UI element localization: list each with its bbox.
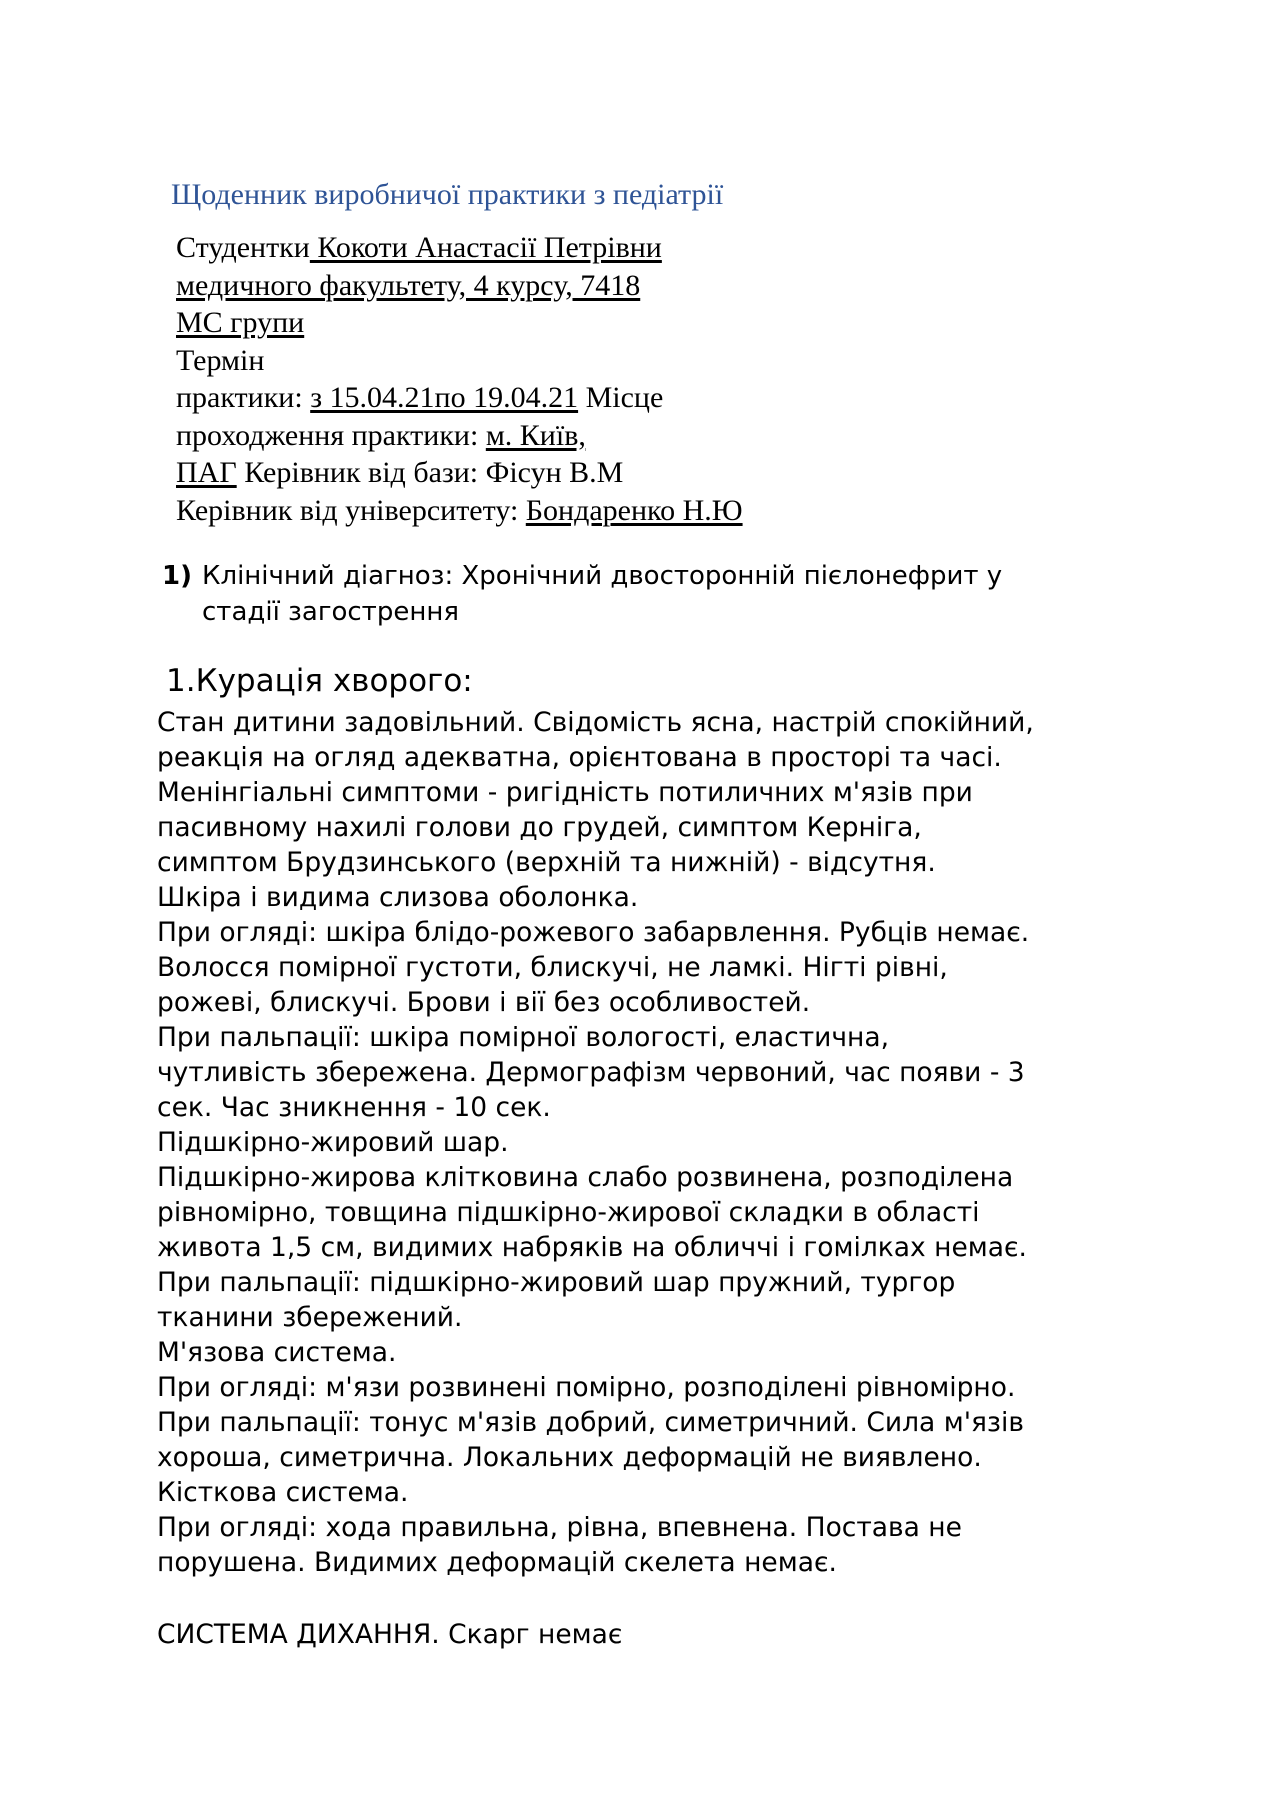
practice-dates: з 15.04.21по 19.04.21 <box>310 381 579 414</box>
student-name: Кокоти Анастасії Петрівни <box>309 231 662 264</box>
text-line: При огляді: м'язи розвинені помірно, розподілені рівномірно. <box>157 1372 1016 1403</box>
place-line <box>176 417 743 455</box>
practice-label: практики: <box>176 381 311 414</box>
place-label-end: проходження практики: <box>176 418 486 452</box>
text-line: хороша, симетрична. Локальних деформацій не виявлено. <box>157 1442 982 1473</box>
term-line <box>176 342 743 380</box>
univ-supervisor-name: Бондаренко Н.Ю <box>525 493 743 527</box>
place-city: м. Київ, <box>485 418 586 452</box>
text-line: Підшкірно-жировий шар. <box>157 1127 509 1158</box>
base-supervisor: Керівник від бази: Фісун В.М <box>236 456 624 489</box>
text-line: порушена. Видимих деформацій скелета немає. <box>157 1547 837 1578</box>
term-label: Термін <box>176 343 265 377</box>
text-line: Кісткова система. <box>157 1477 409 1508</box>
diagnosis-number: 1) <box>162 561 192 591</box>
text-line: Менінгіальні симптоми - ригідність потиличних м'язів при <box>157 777 973 808</box>
univ-supervisor-label: Керівник від університету: <box>176 493 526 527</box>
text-line: тканини збережений. <box>157 1302 463 1333</box>
text-line: При огляді: шкіра блідо-рожевого забарвлення. Рубців немає. <box>157 917 1030 948</box>
student-label: Студентки <box>176 231 310 264</box>
diagnosis-line: стадії загострення <box>202 597 459 627</box>
text-line: рожеві, блискучі. Брови і вії без особливостей. <box>157 987 811 1018</box>
text-line: чутливість збережена. Дермографізм червоний, час появи - 3 <box>157 1057 1025 1088</box>
text-line: Стан дитини задовільний. Свідомість ясна, настрій спокійний, <box>157 707 1034 738</box>
text-line: рівномірно, товщина підшкірно-жирової складки в області <box>157 1197 980 1228</box>
text-line: Шкіра і видима слизова оболонка. <box>157 882 639 913</box>
group-line <box>176 304 743 342</box>
diagnosis-line: Клінічний діагноз: Хронічний двосторонній пієлонефрит у <box>202 561 1003 591</box>
text-line: симптом Брудзинського (верхній та нижній) - відсутня. <box>157 847 936 878</box>
examination-text <box>157 705 1157 1580</box>
text-line: При огляді: хода правильна, рівна, впевнена. Постава не <box>157 1512 962 1543</box>
text-line: При пальпації: підшкірно-жировий шар пружний, тургор <box>157 1267 956 1298</box>
faculty-text: медичного факультету, 4 курсу, 7418 <box>176 268 641 302</box>
univ-supervisor-line <box>176 492 743 530</box>
text-line: При пальпації: шкіра помірної вологості, еластична, <box>157 1022 890 1053</box>
text-line: Підшкірно-жирова клітковина слабо розвинена, розподілена <box>157 1162 1014 1193</box>
student-info-block <box>176 229 743 529</box>
text-line: М'язова система. <box>157 1337 397 1368</box>
text-line: пасивному нахилі голови до грудей, симптом Керніга, <box>157 812 922 843</box>
text-line: Волосся помірної густоти, блискучі, не ламкі. Нігті рівні, <box>157 952 948 983</box>
text-line: сек. Час зникнення - 10 сек. <box>157 1092 551 1123</box>
text-line: При пальпації: тонус м'язів добрий, симетричний. Сила м'язів <box>157 1407 1025 1438</box>
curation-heading: 1.Курація хворого: <box>166 663 473 699</box>
text-line: живота 1,5 см, видимих набряків на обличчі і гомілках немає. <box>157 1232 1027 1263</box>
diagnosis-text <box>202 558 1122 630</box>
respiratory-system-line: СИСТЕМА ДИХАННЯ. Скарг немає <box>157 1619 623 1650</box>
document-title: Щоденник виробничої практики з педіатрії <box>171 178 724 211</box>
practice-dates-line <box>176 379 743 417</box>
text-line: реакція на огляд адекватна, орієнтована в просторі та часі. <box>157 742 1002 773</box>
place-label-start: Місце <box>578 381 664 414</box>
place-org: ПАГ <box>176 456 237 489</box>
base-supervisor-line <box>176 454 743 492</box>
faculty-line <box>176 267 743 305</box>
student-line <box>176 229 743 267</box>
group-text: МС групи <box>176 306 305 339</box>
